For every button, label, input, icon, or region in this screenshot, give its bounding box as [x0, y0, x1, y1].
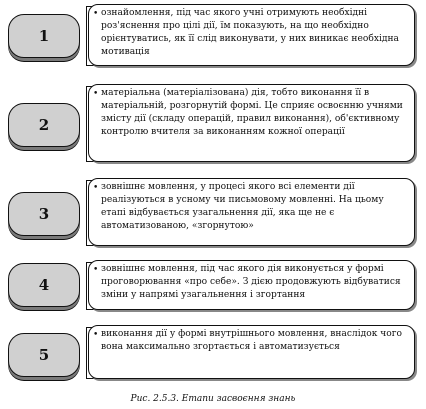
- stage-text-1: ознайомлення, під час якого учні отримують необхідні роз'яснення про цілі дії, їм показують, на що необхідно орієнтуватись, як її слід виконувати, у них виникає необхідна мотивація: [101, 8, 399, 57]
- stage-text-2: матеріальна (матеріалізована) дія, тобто виконання її в матеріальній, розгорнутій формі. Це сприяє освоєнню учнями змісту дії (складу операцій, правил виконання), об'єктивному контролю вчителя за виконанням кожної операції: [101, 88, 403, 137]
- stage-bullet-4: •: [93, 265, 99, 275]
- stage-text-3: зовнішнє мовлення, у процесі якого всі елементи дії реалізуються в усному чи письмовому мовленні. На цьому етапі відбувається узагальнення дії, яка ще не є автоматизованою, «згорнутою»: [101, 182, 384, 231]
- stage-box-4: [88, 260, 415, 310]
- stage-box-5: [88, 325, 415, 379]
- stage-bullet-3: •: [93, 183, 99, 193]
- stage-text-4: зовнішнє мовлення, під час якого дія виконується у формі проговорювання «про себе». З дією продовжують відбуватися зміни у напрямі узагальнення і згортання: [101, 264, 401, 300]
- stage-number-5: 5: [8, 333, 80, 377]
- stage-bullet-1: •: [93, 9, 99, 19]
- stage-bullet-5: •: [93, 330, 99, 340]
- stage-number-3: 3: [8, 192, 80, 236]
- stage-number-2: 2: [8, 103, 80, 147]
- figure-caption: Рис. 2.5.3. Етапи засвоєння знань: [130, 394, 296, 404]
- stage-number-4: 4: [8, 263, 80, 307]
- stage-box-2: [88, 84, 415, 162]
- stage-text-5: виконання дії у формі внутрішнього мовлення, внаслідок чого вона максимально згортається і автоматизується: [101, 329, 402, 352]
- stage-box-3: [88, 178, 415, 246]
- stage-number-1: 1: [8, 14, 80, 58]
- stage-bullet-2: •: [93, 89, 99, 99]
- stage-box-1: [88, 4, 415, 66]
